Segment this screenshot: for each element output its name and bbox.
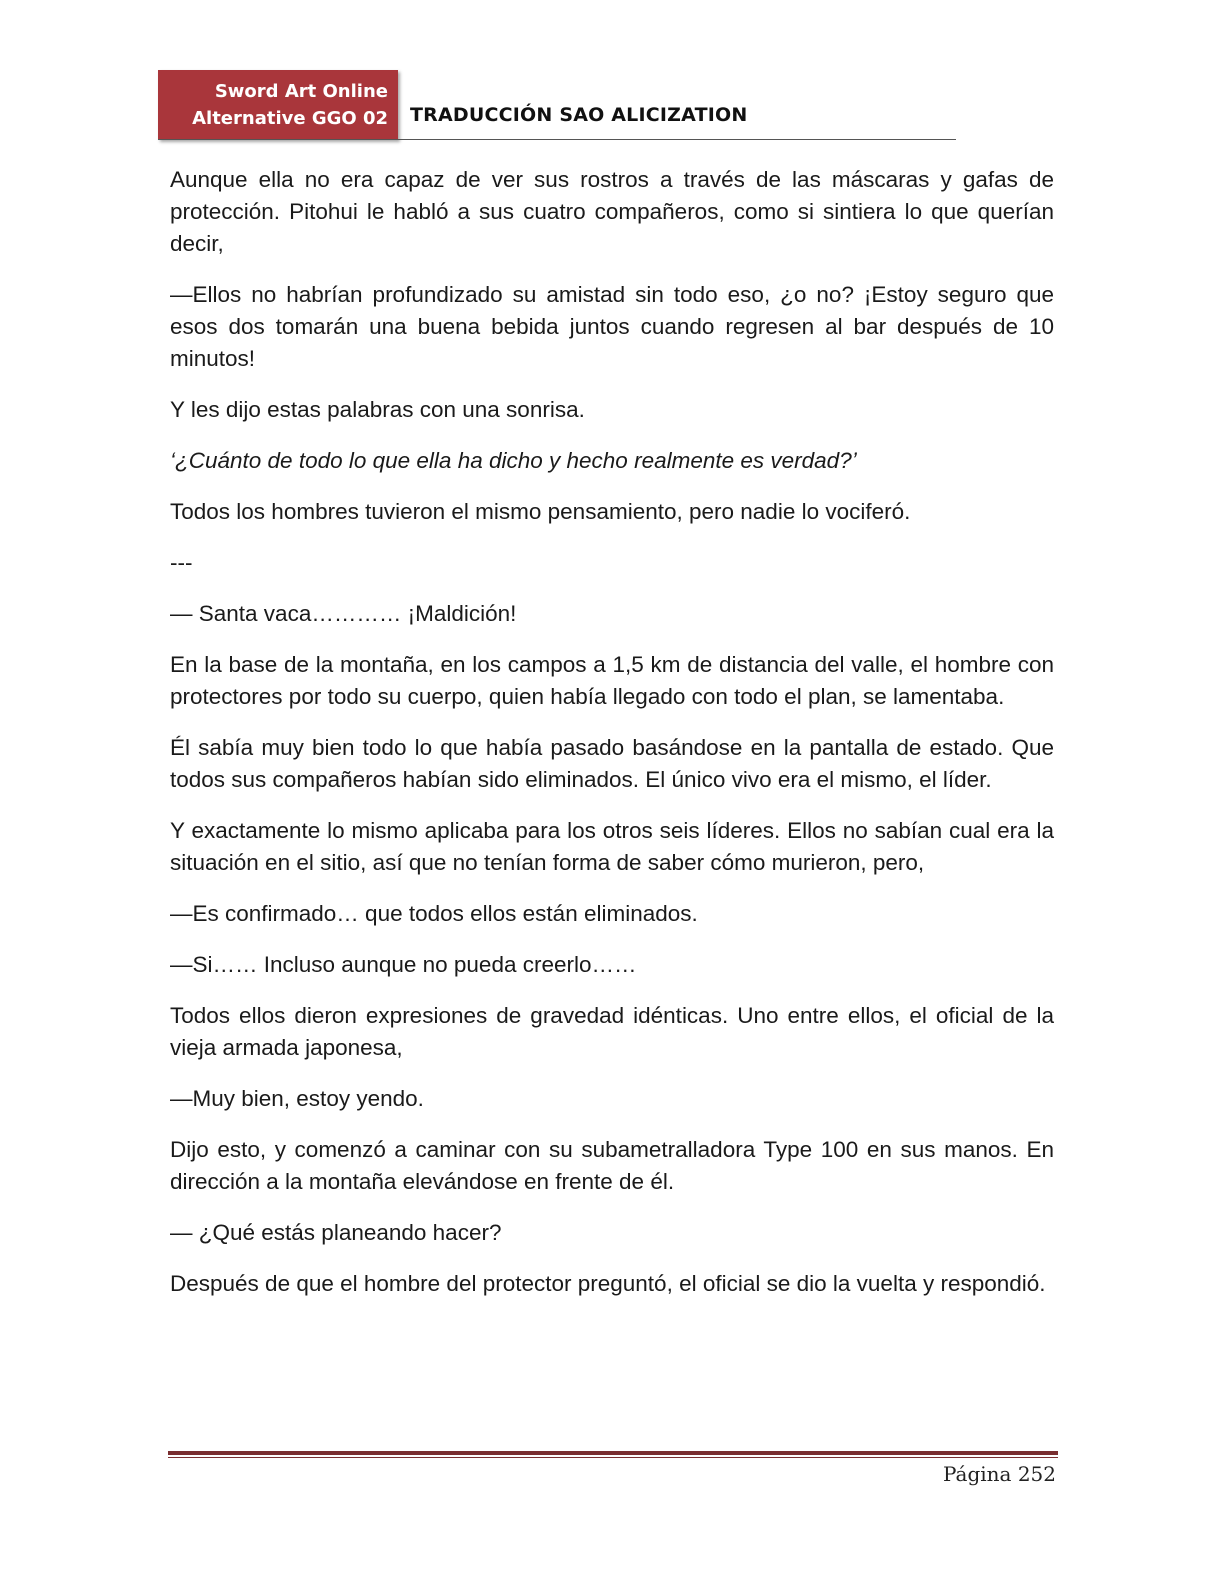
page-body: [170, 164, 1054, 1319]
paragraph: —Es confirmado… que todos ellos están eliminados.: [170, 901, 698, 926]
header-series-line2: Alternative GGO 02: [192, 108, 388, 129]
paragraph: Todos ellos dieron expresiones de gravedad idénticas. Uno entre ellos, el oficial de la vieja armada japonesa,: [170, 1003, 1054, 1060]
footer-divider-thin: [168, 1457, 1058, 1458]
paragraph: Aunque ella no era capaz de ver sus rostros a través de las máscaras y gafas de protección. Pitohui le habló a sus cuatro compañeros, como si sintiera lo que querían decir,: [170, 167, 1054, 256]
paragraph: En la base de la montaña, en los campos a 1,5 km de distancia del valle, el hombre con protectores por todo su cuerpo, quien había llegado con todo el plan, se lamentaba.: [170, 652, 1054, 709]
paragraph-italic-thought: ‘¿Cuánto de todo lo que ella ha dicho y hecho realmente es verdad?’: [170, 448, 857, 473]
header-series-box: [158, 70, 398, 140]
paragraph: — ¿Qué estás planeando hacer?: [170, 1220, 502, 1245]
paragraph: Y exactamente lo mismo aplicaba para los otros seis líderes. Ellos no sabían cual era la situación en el sitio, así que no tenían forma de saber cómo murieron, pero,: [170, 818, 1054, 875]
paragraph: Él sabía muy bien todo lo que había pasado basándose en la pantalla de estado. Que todos sus compañeros habían sido eliminados. El único vivo era el mismo, el líder.: [170, 735, 1054, 792]
header-divider: [158, 139, 956, 140]
header-series-line1: Sword Art Online: [214, 81, 388, 102]
paragraph: —Ellos no habrían profundizado su amistad sin todo eso, ¿o no? ¡Estoy seguro que esos dos tomarán una buena bebida juntos cuando regresen al bar después de 10 minutos!: [170, 282, 1054, 371]
paragraph: — Santa vaca………… ¡Maldición!: [170, 601, 517, 626]
paragraph: —Muy bien, estoy yendo.: [170, 1086, 424, 1111]
header-title: TRADUCCIÓN SAO ALICIZATION: [410, 104, 748, 126]
page-number: Página 252: [942, 1462, 1056, 1486]
paragraph: Dijo esto, y comenzó a caminar con su subametralladora Type 100 en sus manos. En dirección a la montaña elevándose en frente de él.: [170, 1137, 1054, 1194]
scene-break: ---: [170, 550, 193, 575]
paragraph: —Si…… Incluso aunque no pueda creerlo……: [170, 952, 637, 977]
paragraph: Todos los hombres tuvieron el mismo pensamiento, pero nadie lo vociferó.: [170, 499, 911, 524]
footer-divider-thick: [168, 1451, 1058, 1455]
paragraph: Después de que el hombre del protector preguntó, el oficial se dio la vuelta y respondió.: [170, 1271, 1046, 1296]
paragraph: Y les dijo estas palabras con una sonrisa.: [170, 397, 585, 422]
